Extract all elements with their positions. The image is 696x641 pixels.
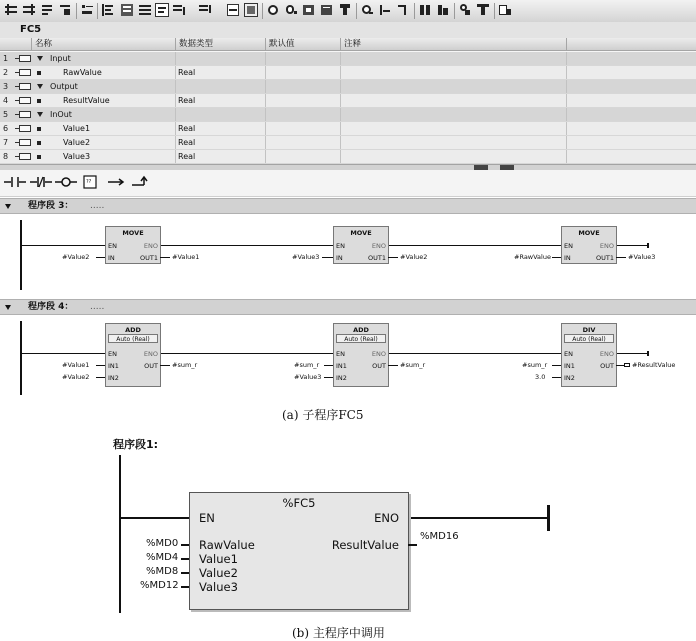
- eno-pin: ENO: [371, 242, 386, 250]
- in1-pin: IN1: [108, 362, 119, 370]
- pin-wire: [96, 365, 105, 366]
- interface-row[interactable]: [0, 66, 696, 80]
- box-title: MOVE: [578, 229, 600, 237]
- box-title: MOVE: [122, 229, 144, 237]
- section-collapse-icon[interactable]: [37, 112, 43, 117]
- operand-md16[interactable]: %MD16: [420, 531, 459, 542]
- operand[interactable]: #sum_r: [400, 361, 426, 369]
- operand[interactable]: #sum_r: [172, 361, 198, 369]
- in-pin: IN: [108, 254, 115, 262]
- pin-wire: [552, 377, 561, 378]
- block-title-bar: [0, 22, 696, 39]
- cell-divider: [340, 108, 341, 121]
- comments-toggle-icon[interactable]: [155, 3, 169, 17]
- parameter-icon: [19, 139, 31, 146]
- operand[interactable]: #Value3: [292, 253, 320, 261]
- eno-pin: ENO: [143, 242, 158, 250]
- network-4-title: 程序段 4：: [28, 302, 74, 312]
- operand[interactable]: #sum_r: [522, 361, 548, 369]
- cell-divider: [265, 52, 266, 65]
- in1-pin: IN1: [564, 362, 575, 370]
- network-4-header[interactable]: [0, 299, 696, 315]
- coil-icon[interactable]: [55, 175, 77, 189]
- block-interface-table: [0, 38, 696, 164]
- rung-wire: [616, 353, 648, 354]
- operand[interactable]: #ResultValue: [632, 361, 676, 369]
- network-3-comment[interactable]: .....: [90, 201, 105, 211]
- out-pin: OUT: [372, 362, 386, 370]
- row-number: 1: [3, 54, 9, 63]
- cell-divider: [566, 136, 567, 149]
- network-view-icon[interactable]: [120, 3, 134, 17]
- lad-favorites-bar: [0, 170, 696, 197]
- en-pin: EN: [564, 242, 573, 250]
- cell-divider: [566, 122, 567, 135]
- eno-pin: ENO: [599, 350, 614, 358]
- cell-divider: [265, 122, 266, 135]
- block-title: FC5: [20, 24, 42, 35]
- item-bullet-icon: [37, 127, 41, 131]
- add-row-icon[interactable]: [58, 3, 72, 17]
- out1-pin: OUT1: [596, 254, 614, 262]
- out-pin: OUT: [144, 362, 158, 370]
- operand[interactable]: #sum_r: [294, 361, 320, 369]
- open-branch-icon[interactable]: [106, 175, 128, 189]
- insert-row-icon[interactable]: [40, 3, 54, 17]
- interface-row[interactable]: [0, 80, 696, 94]
- operand[interactable]: #Value3: [294, 373, 322, 381]
- list-view-icon[interactable]: [138, 3, 152, 17]
- cell-divider: [175, 52, 176, 65]
- cell-divider: [566, 150, 567, 163]
- cell-divider: [175, 108, 176, 121]
- in2-pin: IN2: [336, 374, 347, 382]
- open-all-networks-icon[interactable]: [80, 3, 94, 17]
- pin-wire: [552, 257, 561, 258]
- network-4-area: [0, 315, 696, 399]
- parameter-name[interactable]: Value3: [63, 152, 91, 161]
- interface-row[interactable]: [0, 150, 696, 164]
- network-4-comment[interactable]: .....: [90, 302, 105, 312]
- parameter-name[interactable]: InOut: [50, 110, 72, 119]
- parameter-icon: [19, 55, 31, 62]
- pin-wire: [96, 257, 105, 258]
- parameter-type[interactable]: Real: [178, 152, 196, 161]
- parameter-icon: [19, 153, 31, 160]
- out1-pin: OUT1: [368, 254, 386, 262]
- cell-divider: [175, 66, 176, 79]
- close-all-networks-icon[interactable]: [101, 3, 115, 17]
- main-rung-wire: [408, 517, 549, 519]
- operand-md0[interactable]: %MD0: [146, 538, 179, 549]
- eno-pin: ENO: [599, 242, 614, 250]
- interface-row[interactable]: [0, 108, 696, 122]
- properties-icon[interactable]: [498, 3, 512, 17]
- operand[interactable]: #Value1: [172, 253, 200, 261]
- in1-pin: IN1: [336, 362, 347, 370]
- insert-network-icon[interactable]: [4, 3, 18, 17]
- operand[interactable]: #Value2: [62, 253, 90, 261]
- item-bullet-icon: [37, 141, 41, 145]
- caption-b: (b) 主程序中调用: [292, 626, 385, 640]
- monitor-on-icon[interactable]: [266, 3, 280, 17]
- cell-divider: [340, 136, 341, 149]
- parameter-type[interactable]: Real: [178, 96, 196, 105]
- row-number: 8: [3, 152, 9, 161]
- parameter-type[interactable]: Real: [178, 124, 196, 133]
- parameter-icon: [19, 83, 31, 90]
- parameter-type[interactable]: Real: [178, 68, 196, 77]
- box-title: ADD: [353, 326, 369, 334]
- step-into-icon[interactable]: [378, 3, 392, 17]
- operand[interactable]: 3.0: [535, 373, 546, 381]
- network-3-title: 程序段 3：: [28, 201, 74, 211]
- rung-wire: [388, 245, 561, 246]
- en-pin: EN: [336, 350, 345, 358]
- box-title: ADD: [125, 326, 141, 334]
- value1-pin: Value1: [199, 552, 238, 566]
- pin-wire: [96, 377, 105, 378]
- fc5-call-box[interactable]: [189, 492, 409, 610]
- pin-wire: [181, 586, 189, 588]
- cell-divider: [340, 94, 341, 107]
- pin-wire: [181, 544, 189, 546]
- pin-wire: [408, 544, 417, 546]
- column-header-default[interactable]: 默认值: [266, 38, 341, 51]
- rung-wire: [22, 353, 105, 354]
- in2-pin: IN2: [564, 374, 575, 382]
- rung-wire: [22, 245, 105, 246]
- pin-wire: [160, 365, 170, 366]
- rung-wire: [616, 245, 648, 246]
- eno-pin: ENO: [143, 350, 158, 358]
- operand-md4[interactable]: %MD4: [146, 552, 179, 563]
- delete-network-icon[interactable]: [22, 3, 36, 17]
- no-contact-icon[interactable]: [4, 175, 26, 189]
- pin-wire: [616, 257, 626, 258]
- in-pin: IN: [564, 254, 571, 262]
- cell-divider: [265, 108, 266, 121]
- in2-pin: IN2: [108, 374, 119, 382]
- network-3-area: [0, 214, 696, 296]
- editor-toolbar: [0, 0, 696, 23]
- en-pin: EN: [564, 350, 573, 358]
- parameter-name[interactable]: Value1: [63, 124, 91, 133]
- pin-wire: [181, 558, 189, 560]
- eno-pin: ENO: [371, 350, 386, 358]
- resultvalue-pin: ResultValue: [331, 538, 399, 552]
- main-rung-wire: [121, 517, 189, 519]
- parameter-name[interactable]: Input: [50, 54, 71, 63]
- caption-a: (a) 子程序FC5: [282, 408, 364, 422]
- cell-divider: [566, 108, 567, 121]
- pin-wire: [322, 257, 333, 258]
- cell-divider: [566, 52, 567, 65]
- parameter-icon: [19, 125, 31, 132]
- operand-md8[interactable]: %MD8: [146, 566, 179, 577]
- cell-divider: [340, 80, 341, 93]
- value2-pin: Value2: [199, 566, 238, 580]
- parameter-name[interactable]: Output: [50, 82, 78, 91]
- cell-divider: [566, 94, 567, 107]
- interface-row[interactable]: [0, 122, 696, 136]
- row-number: 7: [3, 138, 9, 147]
- compare-icon[interactable]: [458, 3, 472, 17]
- parameter-icon: [19, 69, 31, 76]
- favorites-icon[interactable]: [244, 3, 258, 17]
- parameter-icon: [19, 97, 31, 104]
- cell-divider: [175, 150, 176, 163]
- breakpoint-set-icon[interactable]: [360, 3, 374, 17]
- cell-divider: [265, 94, 266, 107]
- rung-wire: [160, 353, 333, 354]
- empty-box-icon[interactable]: [80, 175, 102, 189]
- cell-divider: [340, 66, 341, 79]
- move-box[interactable]: [561, 226, 617, 264]
- cell-divider: [175, 122, 176, 135]
- pin-wire: [324, 377, 333, 378]
- interface-row[interactable]: [0, 136, 696, 150]
- fc5-block-name: %FC5: [282, 496, 316, 510]
- network-3-header[interactable]: [0, 198, 696, 214]
- operand-md12[interactable]: %MD12: [140, 580, 179, 591]
- pin-wire: [324, 365, 333, 366]
- main-network-title: 程序段1:: [113, 438, 159, 451]
- cell-divider: [340, 150, 341, 163]
- modify-value-icon[interactable]: [284, 3, 298, 17]
- interface-row[interactable]: [0, 52, 696, 66]
- out1-pin: OUT1: [140, 254, 158, 262]
- section-collapse-icon[interactable]: [37, 84, 43, 89]
- rawvalue-pin: RawValue: [199, 538, 255, 552]
- unforce-icon[interactable]: [320, 3, 334, 17]
- step-out-icon[interactable]: [396, 3, 410, 17]
- data-type-selector[interactable]: Auto (Real): [108, 334, 158, 343]
- box-title: MOVE: [350, 229, 372, 237]
- row-number: 3: [3, 82, 9, 91]
- download-icon[interactable]: [338, 3, 352, 17]
- operand[interactable]: #Value2: [62, 373, 90, 381]
- cell-divider: [265, 136, 266, 149]
- nc-contact-icon[interactable]: [30, 175, 52, 189]
- move-box[interactable]: [105, 226, 161, 264]
- column-header-index: [0, 38, 32, 51]
- main-power-rail: [119, 455, 121, 613]
- pin-wire: [388, 365, 398, 366]
- column-header-comment[interactable]: 注释: [341, 38, 567, 51]
- cell-divider: [265, 66, 266, 79]
- cell-divider: [340, 122, 341, 135]
- rung-end: [647, 351, 649, 356]
- box-title: DIV: [582, 326, 596, 334]
- rung-wire: [388, 353, 561, 354]
- cell-divider: [265, 80, 266, 93]
- out-pin: OUT: [600, 362, 614, 370]
- go-to-next-error-icon[interactable]: [172, 3, 186, 17]
- svg-text:??: ??: [86, 179, 92, 185]
- operand[interactable]: #Value2: [400, 253, 428, 261]
- parameter-name[interactable]: ResultValue: [63, 96, 110, 105]
- power-rail: [20, 321, 22, 395]
- main-rung-end: [547, 505, 550, 531]
- operand[interactable]: #RawValue: [514, 253, 551, 261]
- operand[interactable]: #Value1: [62, 361, 90, 369]
- add-box[interactable]: [333, 323, 389, 387]
- section-collapse-icon[interactable]: [37, 56, 43, 61]
- en-pin: EN: [199, 511, 215, 525]
- collapse-toggle-icon[interactable]: [5, 204, 11, 209]
- collapse-toggle-icon[interactable]: [5, 305, 11, 310]
- rung-wire: [160, 245, 333, 246]
- value3-pin: Value3: [199, 580, 238, 594]
- parameter-icon: [19, 111, 31, 118]
- call-hierarchy-icon[interactable]: [436, 3, 450, 17]
- cell-divider: [340, 52, 341, 65]
- close-branch-icon[interactable]: [130, 175, 152, 189]
- pin-wire: [160, 257, 170, 258]
- power-rail: [20, 220, 22, 290]
- item-bullet-icon: [37, 71, 41, 75]
- parameter-type[interactable]: Real: [178, 138, 196, 147]
- operand[interactable]: #Value3: [628, 253, 656, 261]
- en-pin: EN: [108, 242, 117, 250]
- add-box[interactable]: [105, 323, 161, 387]
- item-bullet-icon: [37, 99, 41, 103]
- in-pin: IN: [336, 254, 343, 262]
- pin-wire: [181, 572, 189, 574]
- row-number: 4: [3, 96, 9, 105]
- column-header-type[interactable]: 数据类型: [176, 38, 266, 51]
- output-marker: [624, 363, 630, 367]
- column-header-name[interactable]: 名称: [32, 38, 176, 51]
- row-number: 5: [3, 110, 9, 119]
- item-bullet-icon: [37, 155, 41, 159]
- column-header-filler: [567, 38, 696, 51]
- div-box[interactable]: [561, 323, 617, 387]
- interface-row[interactable]: [0, 94, 696, 108]
- absolute-operands-icon[interactable]: [226, 3, 240, 17]
- cross-reference-icon[interactable]: [476, 3, 490, 17]
- parameter-name[interactable]: RawValue: [63, 68, 102, 77]
- cell-divider: [566, 66, 567, 79]
- force-value-icon[interactable]: [302, 3, 316, 17]
- rung-end: [647, 243, 649, 248]
- data-type-selector[interactable]: Auto (Real): [336, 334, 386, 343]
- pin-wire: [388, 257, 398, 258]
- data-type-selector[interactable]: Auto (Real): [564, 334, 614, 343]
- en-pin: EN: [336, 242, 345, 250]
- call-environment-icon[interactable]: [418, 3, 432, 17]
- cell-divider: [175, 94, 176, 107]
- pin-wire: [552, 365, 561, 366]
- en-pin: EN: [108, 350, 117, 358]
- cell-divider: [566, 80, 567, 93]
- cell-divider: [175, 136, 176, 149]
- row-number: 6: [3, 124, 9, 133]
- row-number: 2: [3, 68, 9, 77]
- cell-divider: [175, 80, 176, 93]
- parameter-name[interactable]: Value2: [63, 138, 91, 147]
- eno-pin: ENO: [374, 511, 399, 525]
- pin-wire: [616, 365, 624, 366]
- move-box[interactable]: [333, 226, 389, 264]
- cell-divider: [265, 150, 266, 163]
- go-to-previous-error-icon[interactable]: [198, 3, 212, 17]
